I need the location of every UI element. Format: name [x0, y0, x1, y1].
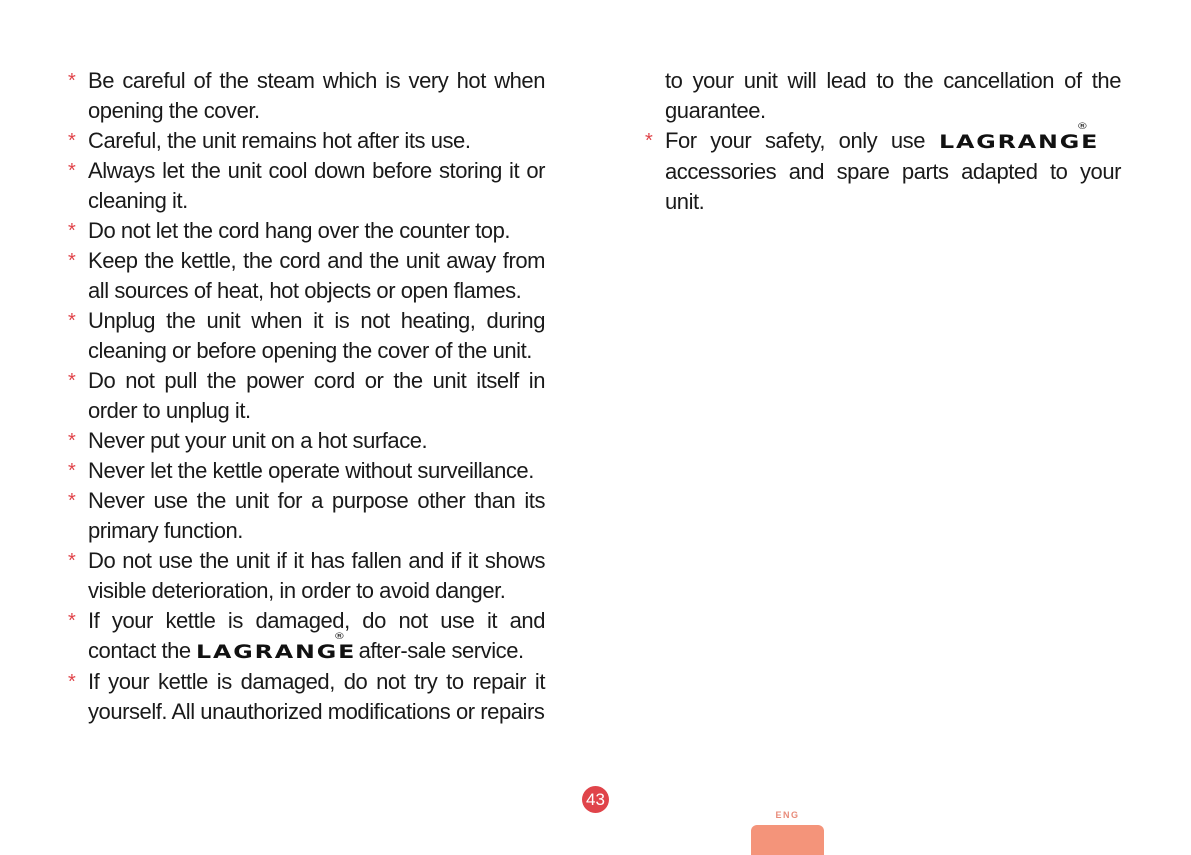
- item-text: Do not pull the power cord or the unit itself in order to unplug it.: [88, 368, 545, 423]
- item-text: If your kettle is damaged, do not use it and contact the: [88, 608, 545, 663]
- language-label: ENG: [775, 810, 800, 820]
- item-text: Never use the unit for a purpose other than its primary function.: [88, 488, 545, 543]
- right-column: [645, 66, 1121, 217]
- bullet-icon: *: [68, 430, 76, 452]
- brand-logo: LAGRANGE ®: [938, 122, 1099, 153]
- list-item: [68, 216, 545, 246]
- list-item: [68, 156, 545, 216]
- bullet-icon: *: [68, 671, 76, 693]
- bullet-icon: *: [68, 460, 76, 482]
- bullet-icon: *: [68, 370, 76, 392]
- item-text: Do not let the cord hang over the counter top.: [88, 218, 511, 243]
- item-text: Unplug the unit when it is not heating, during cleaning or before opening the cover of the unit.: [88, 308, 545, 363]
- language-tab: [751, 825, 824, 855]
- item-text: Always let the unit cool down before storing it or cleaning it.: [88, 158, 545, 213]
- left-bullet-list: [68, 66, 545, 606]
- bullet-icon: *: [68, 130, 76, 152]
- left-column: [68, 66, 545, 727]
- item-text: Never put your unit on a hot surface.: [88, 428, 428, 453]
- bullet-icon: *: [645, 130, 653, 152]
- bullet-icon: *: [68, 250, 76, 272]
- item-text: Be careful of the steam which is very hot when opening the cover.: [88, 68, 545, 123]
- list-item: [68, 246, 545, 306]
- item-text-after: accessories and spare parts adapted to your unit.: [665, 159, 1121, 214]
- list-item: [68, 366, 545, 426]
- bullet-icon: *: [68, 220, 76, 242]
- bullet-icon: *: [68, 490, 76, 512]
- list-item: [68, 486, 545, 546]
- item-text-after: after-sale service.: [358, 638, 524, 663]
- list-item: [68, 456, 545, 486]
- page-number-badge: 43: [582, 786, 609, 813]
- bullet-icon: *: [68, 310, 76, 332]
- list-item: [68, 66, 545, 126]
- bullet-icon: *: [68, 160, 76, 182]
- bullet-icon: *: [68, 70, 76, 92]
- item-text: Keep the kettle, the cord and the unit away from all sources of heat, hot objects or open flames.: [88, 248, 545, 303]
- item-text: Do not use the unit if it has fallen and if it shows visible deterioration, in order to avoid danger.: [88, 548, 545, 603]
- brand-logo: LAGRANGE ®: [196, 632, 357, 663]
- list-item: [68, 306, 545, 366]
- item-text: Never let the kettle operate without surveillance.: [88, 458, 534, 483]
- item-text: If your kettle is damaged, do not try to repair it yourself. All unauthorized modifications or repairs: [88, 669, 545, 724]
- list-item: [68, 426, 545, 456]
- list-item: [68, 667, 545, 727]
- list-item: [68, 606, 545, 667]
- bullet-icon: *: [68, 550, 76, 572]
- list-item: [68, 126, 545, 156]
- list-item: [645, 122, 1121, 217]
- item-text: Careful, the unit remains hot after its use.: [88, 128, 471, 153]
- list-item: [68, 546, 545, 606]
- bullet-icon: *: [68, 610, 76, 632]
- continued-text: to your unit will lead to the cancellation of the guarantee.: [665, 68, 1121, 123]
- item-text: For your safety, only use: [665, 128, 926, 153]
